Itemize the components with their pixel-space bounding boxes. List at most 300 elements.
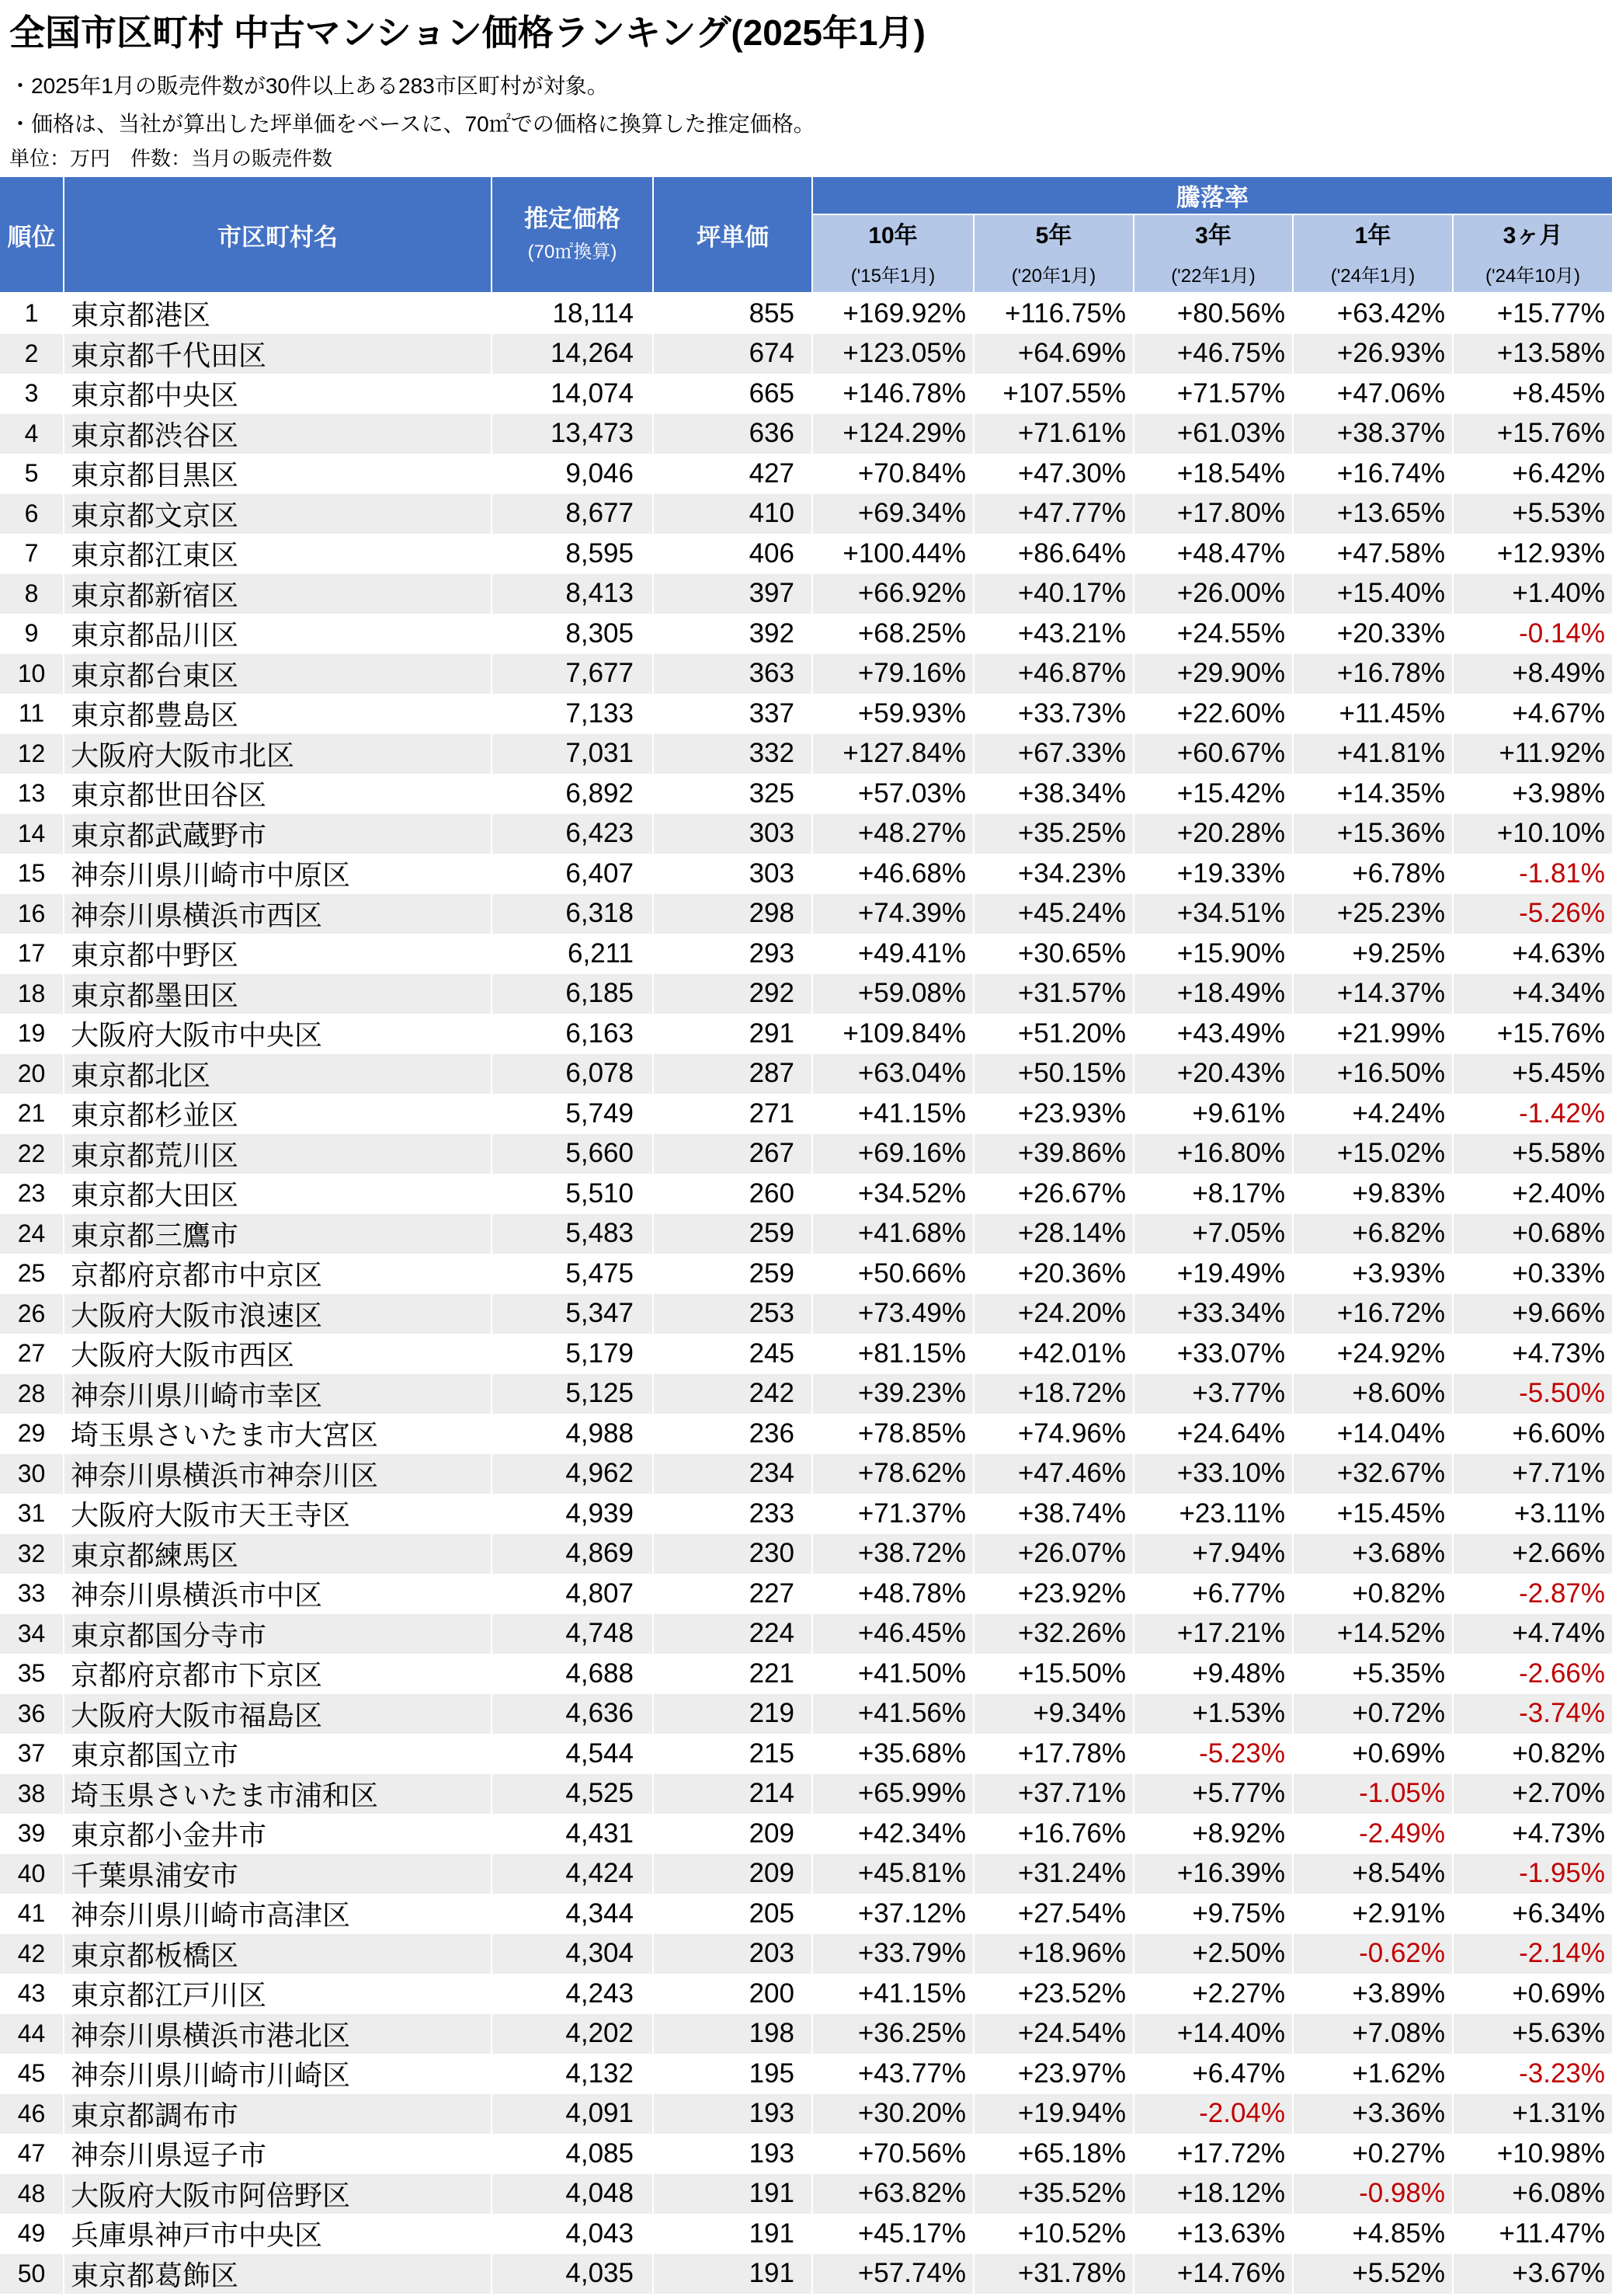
- cell-change-5y: +47.77%: [974, 494, 1134, 534]
- cell-rank: 34: [0, 1614, 64, 1654]
- table-row: [0, 734, 1612, 774]
- cell-tsubo: 298: [654, 894, 813, 934]
- cell-change-10y: +124.29%: [813, 414, 974, 454]
- cell-name: 東京都北区: [64, 1054, 492, 1094]
- cell-change-5y: +107.55%: [974, 374, 1134, 414]
- cell-change-5y: +40.17%: [974, 574, 1134, 614]
- cell-name: 神奈川県川崎市中原区: [64, 854, 492, 894]
- cell-tsubo: 337: [654, 694, 813, 734]
- cell-change-1y: +24.92%: [1294, 1334, 1454, 1374]
- cell-price: 6,423: [492, 814, 654, 854]
- table-row: [0, 1054, 1612, 1094]
- cell-change-3y: +24.55%: [1134, 614, 1294, 654]
- cell-change-10y: +71.37%: [813, 1494, 974, 1534]
- cell-change-1y: +11.45%: [1294, 694, 1454, 734]
- cell-rank: 44: [0, 2014, 64, 2054]
- cell-change-10y: +35.68%: [813, 1734, 974, 1774]
- cell-name: 神奈川県逗子市: [64, 2134, 492, 2174]
- cell-change-3m: +15.76%: [1496, 418, 1605, 449]
- cell-change-10y: +41.15%: [813, 1974, 974, 2014]
- cell-change-3m: +1.40%: [1512, 578, 1605, 609]
- cell-tsubo: 260: [654, 1174, 813, 1214]
- cell-change-3y: +8.92%: [1134, 1814, 1294, 1854]
- cell-change-5y: +16.76%: [974, 1814, 1134, 1854]
- cell-rank: 35: [0, 1654, 64, 1694]
- cell-change-3m: +0.82%: [1512, 1738, 1605, 1769]
- cell-change-1y: +3.89%: [1294, 1974, 1454, 2014]
- cell-change-5y: +23.93%: [974, 1094, 1134, 1134]
- table-row: [0, 2054, 1612, 2094]
- cell-change-1y: +3.93%: [1294, 1254, 1454, 1294]
- cell-change-5y: +23.97%: [974, 2054, 1134, 2094]
- header-period-base: ('15年1月): [850, 266, 936, 287]
- header-period-label: 5年: [1035, 223, 1072, 249]
- cell-name: 神奈川県横浜市港北区: [64, 2014, 492, 2054]
- table-row: [0, 974, 1612, 1014]
- cell-tsubo: 287: [654, 1054, 813, 1094]
- cell-rank: 43: [0, 1974, 64, 2014]
- cell-change-3y: +14.76%: [1134, 2254, 1294, 2294]
- cell-change-1y: +16.72%: [1294, 1294, 1454, 1334]
- cell-change-1y: +47.06%: [1294, 374, 1454, 414]
- cell-change-3m: +2.70%: [1512, 1778, 1605, 1809]
- cell-rank: 40: [0, 1854, 64, 1894]
- header-name-label: 市区町村名: [217, 223, 338, 251]
- cell-rank: 36: [0, 1694, 64, 1734]
- cell-change-5y: +64.69%: [974, 334, 1134, 374]
- cell-change-10y: +59.08%: [813, 974, 974, 1014]
- cell-name: 大阪府大阪市福島区: [64, 1694, 492, 1734]
- cell-price: 7,133: [492, 694, 654, 734]
- cell-rank: 16: [0, 894, 64, 934]
- cell-change-5y: +42.01%: [974, 1334, 1134, 1374]
- cell-change-3y: +6.77%: [1134, 1574, 1294, 1614]
- cell-change-10y: +70.56%: [813, 2134, 974, 2174]
- cell-change-3m: +4.67%: [1512, 697, 1605, 729]
- cell-change-5y: +18.96%: [974, 1934, 1134, 1974]
- cell-rank: 17: [0, 934, 64, 974]
- header-period-base: ('22年1月): [1171, 266, 1256, 287]
- cell-price: 9,046: [492, 454, 654, 494]
- table-row: [0, 2214, 1612, 2254]
- cell-change-10y: +41.56%: [813, 1694, 974, 1734]
- cell-tsubo: 200: [654, 1974, 813, 2014]
- cell-tsubo: 292: [654, 974, 813, 1014]
- cell-rank: 5: [0, 454, 64, 494]
- cell-change-3m: +5.53%: [1512, 498, 1605, 529]
- table-row: [0, 1494, 1612, 1534]
- cell-change-3y: +26.00%: [1134, 574, 1294, 614]
- cell-change-10y: +66.92%: [813, 574, 974, 614]
- cell-price: 14,074: [492, 374, 654, 414]
- cell-price: 4,431: [492, 1814, 654, 1854]
- cell-change-1y: +14.52%: [1294, 1614, 1454, 1654]
- cell-change-10y: +63.82%: [813, 2174, 974, 2214]
- cell-tsubo: 363: [654, 654, 813, 694]
- cell-change-3m: +4.74%: [1512, 1618, 1605, 1649]
- cell-rank: 20: [0, 1054, 64, 1094]
- cell-rank: 19: [0, 1014, 64, 1054]
- cell-rank: 7: [0, 534, 64, 574]
- table-row: [0, 1694, 1612, 1734]
- cell-name: 神奈川県川崎市幸区: [64, 1374, 492, 1414]
- cell-change-3y: +7.05%: [1134, 1214, 1294, 1254]
- header-price: [492, 177, 654, 294]
- cell-change-3y: +17.21%: [1134, 1614, 1294, 1654]
- cell-rank: 12: [0, 734, 64, 774]
- cell-change-3y: +60.67%: [1134, 734, 1294, 774]
- cell-change-3m: +3.11%: [1513, 1498, 1605, 1529]
- cell-tsubo: 191: [654, 2254, 813, 2294]
- cell-rank: 21: [0, 1094, 64, 1134]
- cell-tsubo: 209: [654, 1814, 813, 1854]
- cell-change-10y: +36.25%: [813, 2014, 974, 2054]
- cell-change-10y: +43.77%: [813, 2054, 974, 2094]
- table-row: [0, 1174, 1612, 1214]
- cell-change-10y: +69.16%: [813, 1134, 974, 1174]
- cell-change-5y: +31.78%: [974, 2254, 1134, 2294]
- table-row: [0, 1854, 1612, 1894]
- cell-rank: 47: [0, 2134, 64, 2174]
- cell-name: 大阪府大阪市浪速区: [64, 1294, 492, 1334]
- cell-change-1y: +20.33%: [1294, 614, 1454, 654]
- table-row: [0, 334, 1612, 374]
- cell-change-1y: +2.91%: [1294, 1894, 1454, 1934]
- cell-change-10y: +41.68%: [813, 1214, 974, 1254]
- cell-change-3m: +10.98%: [1496, 2138, 1605, 2169]
- cell-rank: 50: [0, 2254, 64, 2294]
- cell-change-3m: +3.98%: [1512, 778, 1605, 809]
- cell-tsubo: 215: [654, 1734, 813, 1774]
- cell-change-10y: +63.04%: [813, 1054, 974, 1094]
- cell-name: 東京都墨田区: [64, 974, 492, 1014]
- cell-price: 6,892: [492, 774, 654, 814]
- unit-note: 単位：万円 件数：当月の販売件数: [9, 147, 333, 170]
- cell-change-3y: +16.80%: [1134, 1134, 1294, 1174]
- cell-change-5y: +65.18%: [974, 2134, 1134, 2174]
- cell-tsubo: 410: [654, 494, 813, 534]
- cell-name: 東京都千代田区: [64, 334, 492, 374]
- cell-change-3m: +4.73%: [1512, 1818, 1605, 1849]
- cell-rank: 25: [0, 1254, 64, 1294]
- cell-tsubo: 245: [654, 1334, 813, 1374]
- cell-change-10y: +48.78%: [813, 1574, 974, 1614]
- cell-name: 東京都三鷹市: [64, 1214, 492, 1254]
- cell-change-5y: +24.54%: [974, 2014, 1134, 2054]
- table-row: [0, 534, 1612, 574]
- cell-tsubo: 291: [654, 1014, 813, 1054]
- table-row: [0, 1014, 1612, 1054]
- cell-tsubo: 259: [654, 1254, 813, 1294]
- cell-change-10y: +127.84%: [813, 734, 974, 774]
- cell-price: 4,035: [492, 2254, 654, 2294]
- cell-name: 東京都葛飾区: [64, 2254, 492, 2294]
- cell-price: 4,424: [492, 1854, 654, 1894]
- table-row: [0, 814, 1612, 854]
- cell-change-3y: +61.03%: [1134, 414, 1294, 454]
- cell-name: 東京都中央区: [64, 374, 492, 414]
- header-change-group: [813, 177, 1612, 215]
- cell-name: 大阪府大阪市西区: [64, 1334, 492, 1374]
- cell-tsubo: 293: [654, 934, 813, 974]
- cell-change-3y: +9.75%: [1134, 1894, 1294, 1934]
- cell-tsubo: 392: [654, 614, 813, 654]
- cell-change-3m: +8.45%: [1512, 377, 1605, 409]
- cell-change-3y: +33.07%: [1134, 1334, 1294, 1374]
- cell-tsubo: 303: [654, 814, 813, 854]
- cell-change-1y: +4.85%: [1294, 2214, 1454, 2254]
- cell-change-3y: +19.49%: [1134, 1254, 1294, 1294]
- cell-change-5y: +10.52%: [974, 2214, 1134, 2254]
- header-period-base: ('20年1月): [1011, 266, 1096, 287]
- cell-change-1y: +14.37%: [1294, 974, 1454, 1014]
- table-row: [0, 1214, 1612, 1254]
- cell-change-1y: -1.05%: [1294, 1774, 1454, 1814]
- cell-change-3y: +48.47%: [1134, 534, 1294, 574]
- cell-tsubo: 224: [654, 1614, 813, 1654]
- cell-change-10y: +109.84%: [813, 1014, 974, 1054]
- table-row: [0, 2174, 1612, 2214]
- cell-name: 東京都武蔵野市: [64, 814, 492, 854]
- cell-change-3y: +17.72%: [1134, 2134, 1294, 2174]
- cell-name: 大阪府大阪市阿倍野区: [64, 2174, 492, 2214]
- cell-name: 兵庫県神戸市中央区: [64, 2214, 492, 2254]
- cell-change-3m: +6.08%: [1512, 2178, 1605, 2209]
- cell-change-3y: +2.50%: [1134, 1934, 1294, 1974]
- cell-change-10y: +73.49%: [813, 1294, 974, 1334]
- cell-change-3y: +46.75%: [1134, 334, 1294, 374]
- cell-change-3y: -2.04%: [1134, 2094, 1294, 2134]
- cell-change-3m: +6.42%: [1512, 457, 1605, 489]
- cell-change-5y: +31.24%: [974, 1854, 1134, 1894]
- cell-change-5y: +18.72%: [974, 1374, 1134, 1414]
- cell-price: 8,595: [492, 534, 654, 574]
- cell-name: 神奈川県横浜市西区: [64, 894, 492, 934]
- cell-change-3m: -1.95%: [1519, 1858, 1605, 1889]
- cell-change-3y: +7.94%: [1134, 1534, 1294, 1574]
- cell-price: 6,318: [492, 894, 654, 934]
- cell-change-10y: +68.25%: [813, 614, 974, 654]
- cell-change-3y: +22.60%: [1134, 694, 1294, 734]
- cell-change-5y: +24.20%: [974, 1294, 1134, 1334]
- cell-name: 埼玉県さいたま市浦和区: [64, 1774, 492, 1814]
- cell-change-10y: +78.62%: [813, 1454, 974, 1494]
- cell-price: 4,544: [492, 1734, 654, 1774]
- cell-price: 4,132: [492, 2054, 654, 2094]
- cell-price: 5,660: [492, 1134, 654, 1174]
- cell-change-1y: +9.25%: [1294, 934, 1454, 974]
- cell-change-10y: +45.81%: [813, 1854, 974, 1894]
- cell-price: 7,677: [492, 654, 654, 694]
- cell-change-3m: +9.66%: [1512, 1298, 1605, 1329]
- cell-change-3y: +9.48%: [1134, 1654, 1294, 1694]
- cell-change-1y: +0.82%: [1294, 1574, 1454, 1614]
- cell-change-5y: +9.34%: [974, 1694, 1134, 1734]
- cell-name: 京都府京都市中京区: [64, 1254, 492, 1294]
- cell-name: 大阪府大阪市天王寺区: [64, 1494, 492, 1534]
- table-row: [0, 1894, 1612, 1934]
- cell-rank: 3: [0, 374, 64, 414]
- cell-change-3y: +9.61%: [1134, 1094, 1294, 1134]
- cell-change-1y: +3.68%: [1294, 1534, 1454, 1574]
- cell-tsubo: 855: [654, 294, 813, 334]
- cell-change-1y: +16.78%: [1294, 654, 1454, 694]
- cell-change-1y: +5.35%: [1294, 1654, 1454, 1694]
- cell-name: 京都府京都市下京区: [64, 1654, 492, 1694]
- cell-name: 神奈川県川崎市高津区: [64, 1894, 492, 1934]
- cell-tsubo: 427: [654, 454, 813, 494]
- cell-rank: 10: [0, 654, 64, 694]
- cell-price: 6,163: [492, 1014, 654, 1054]
- cell-rank: 49: [0, 2214, 64, 2254]
- cell-change-5y: +86.64%: [974, 534, 1134, 574]
- cell-change-3m: +5.58%: [1512, 1138, 1605, 1169]
- cell-change-1y: +47.58%: [1294, 534, 1454, 574]
- cell-name: 東京都江戸川区: [64, 1974, 492, 2014]
- cell-change-10y: +74.39%: [813, 894, 974, 934]
- header-rank-label: 順位: [7, 223, 56, 251]
- cell-change-3y: +18.12%: [1134, 2174, 1294, 2214]
- cell-change-5y: +32.26%: [974, 1614, 1134, 1654]
- cell-change-3y: +13.63%: [1134, 2214, 1294, 2254]
- cell-name: 埼玉県さいたま市大宮区: [64, 1414, 492, 1454]
- cell-change-3m: -1.42%: [1519, 1098, 1605, 1129]
- cell-change-3y: +33.34%: [1134, 1294, 1294, 1334]
- header-period-label: 1年: [1354, 223, 1391, 249]
- cell-change-3m: -1.81%: [1519, 858, 1605, 889]
- cell-tsubo: 209: [654, 1854, 813, 1894]
- cell-rank: 46: [0, 2094, 64, 2134]
- cell-price: 6,211: [492, 934, 654, 974]
- cell-price: 4,243: [492, 1974, 654, 2014]
- cell-rank: 48: [0, 2174, 64, 2214]
- table-row: [0, 694, 1612, 734]
- table-row: [0, 374, 1612, 414]
- cell-price: 4,636: [492, 1694, 654, 1734]
- cell-rank: 23: [0, 1174, 64, 1214]
- cell-rank: 37: [0, 1734, 64, 1774]
- cell-change-3y: +14.40%: [1134, 2014, 1294, 2054]
- cell-change-1y: +8.54%: [1294, 1854, 1454, 1894]
- cell-change-10y: +41.15%: [813, 1094, 974, 1134]
- cell-change-1y: +0.72%: [1294, 1694, 1454, 1734]
- cell-rank: 42: [0, 1934, 64, 1974]
- note-line: ・価格は、当社が算出した坪単価をベースに、70㎡での価格に換算した推定価格。: [9, 112, 815, 136]
- cell-rank: 24: [0, 1214, 64, 1254]
- cell-change-10y: +45.17%: [813, 2214, 974, 2254]
- cell-change-10y: +169.92%: [813, 294, 974, 334]
- cell-change-5y: +74.96%: [974, 1414, 1134, 1454]
- table-body: [0, 294, 1612, 2294]
- table-row: [0, 614, 1612, 654]
- cell-change-3y: -5.23%: [1134, 1734, 1294, 1774]
- table-row: [0, 654, 1612, 694]
- ranking-table: [0, 177, 1612, 2294]
- header-period-1y: [1294, 215, 1454, 294]
- cell-change-3m: -2.14%: [1519, 1938, 1605, 1969]
- cell-rank: 9: [0, 614, 64, 654]
- cell-change-5y: +34.23%: [974, 854, 1134, 894]
- cell-rank: 28: [0, 1374, 64, 1414]
- cell-price: 4,869: [492, 1534, 654, 1574]
- table-row: [0, 1614, 1612, 1654]
- cell-tsubo: 253: [654, 1294, 813, 1334]
- cell-rank: 33: [0, 1574, 64, 1614]
- cell-price: 5,749: [492, 1094, 654, 1134]
- cell-change-3m: +3.67%: [1512, 2258, 1605, 2289]
- cell-change-1y: +16.50%: [1294, 1054, 1454, 1094]
- cell-change-5y: +116.75%: [974, 294, 1134, 334]
- header-period-5y: [974, 215, 1134, 294]
- cell-change-3m: -0.14%: [1519, 617, 1605, 649]
- cell-name: 千葉県浦安市: [64, 1854, 492, 1894]
- cell-rank: 11: [0, 694, 64, 734]
- cell-change-1y: +0.69%: [1294, 1734, 1454, 1774]
- cell-name: 神奈川県川崎市川崎区: [64, 2054, 492, 2094]
- cell-name: 東京都目黒区: [64, 454, 492, 494]
- cell-change-3m: +4.73%: [1512, 1338, 1605, 1369]
- header-period-base: ('24年1月): [1330, 266, 1416, 287]
- cell-change-10y: +65.99%: [813, 1774, 974, 1814]
- header-period-base: ('24年10月): [1485, 266, 1580, 287]
- header-period-10y: [813, 215, 974, 294]
- cell-change-3m: +4.63%: [1512, 938, 1605, 969]
- cell-change-10y: +34.52%: [813, 1174, 974, 1214]
- cell-change-3y: +34.51%: [1134, 894, 1294, 934]
- table-row: [0, 1374, 1612, 1414]
- cell-change-5y: +47.46%: [974, 1454, 1134, 1494]
- table-row: [0, 1814, 1612, 1854]
- cell-change-3m: +0.33%: [1512, 1258, 1605, 1289]
- cell-change-1y: +0.27%: [1294, 2134, 1454, 2174]
- cell-change-3m: +15.77%: [1496, 297, 1605, 329]
- cell-tsubo: 674: [654, 334, 813, 374]
- cell-change-3y: +23.11%: [1134, 1494, 1294, 1534]
- cell-price: 4,962: [492, 1454, 654, 1494]
- cell-rank: 32: [0, 1534, 64, 1574]
- cell-price: 13,473: [492, 414, 654, 454]
- cell-change-5y: +39.86%: [974, 1134, 1134, 1174]
- cell-name: 東京都渋谷区: [64, 414, 492, 454]
- cell-rank: 14: [0, 814, 64, 854]
- cell-change-3m: +8.49%: [1512, 658, 1605, 689]
- cell-change-3m: +12.93%: [1496, 537, 1605, 569]
- table-row: [0, 1974, 1612, 2014]
- cell-change-3y: +6.47%: [1134, 2054, 1294, 2094]
- table-row: [0, 1534, 1612, 1574]
- cell-change-3m: +5.63%: [1512, 2018, 1605, 2049]
- header-tsubo: [654, 177, 813, 294]
- cell-change-10y: +30.20%: [813, 2094, 974, 2134]
- cell-change-10y: +33.79%: [813, 1934, 974, 1974]
- cell-price: 8,677: [492, 494, 654, 534]
- table-row: [0, 454, 1612, 494]
- table-row: [0, 294, 1612, 334]
- table-row: [0, 1774, 1612, 1814]
- table-row: [0, 2134, 1612, 2174]
- cell-name: 東京都中野区: [64, 934, 492, 974]
- note-line: ・2025年1月の販売件数が30件以上ある283市区町村が対象。: [9, 74, 609, 98]
- cell-price: 5,475: [492, 1254, 654, 1294]
- table-row: [0, 894, 1612, 934]
- cell-change-5y: +38.74%: [974, 1494, 1134, 1534]
- cell-name: 東京都台東区: [64, 654, 492, 694]
- cell-change-5y: +30.65%: [974, 934, 1134, 974]
- cell-tsubo: 227: [654, 1574, 813, 1614]
- cell-tsubo: 636: [654, 414, 813, 454]
- page-title: 全国市区町村 中古マンション価格ランキング(2025年1月): [9, 12, 926, 53]
- table-row: [0, 1734, 1612, 1774]
